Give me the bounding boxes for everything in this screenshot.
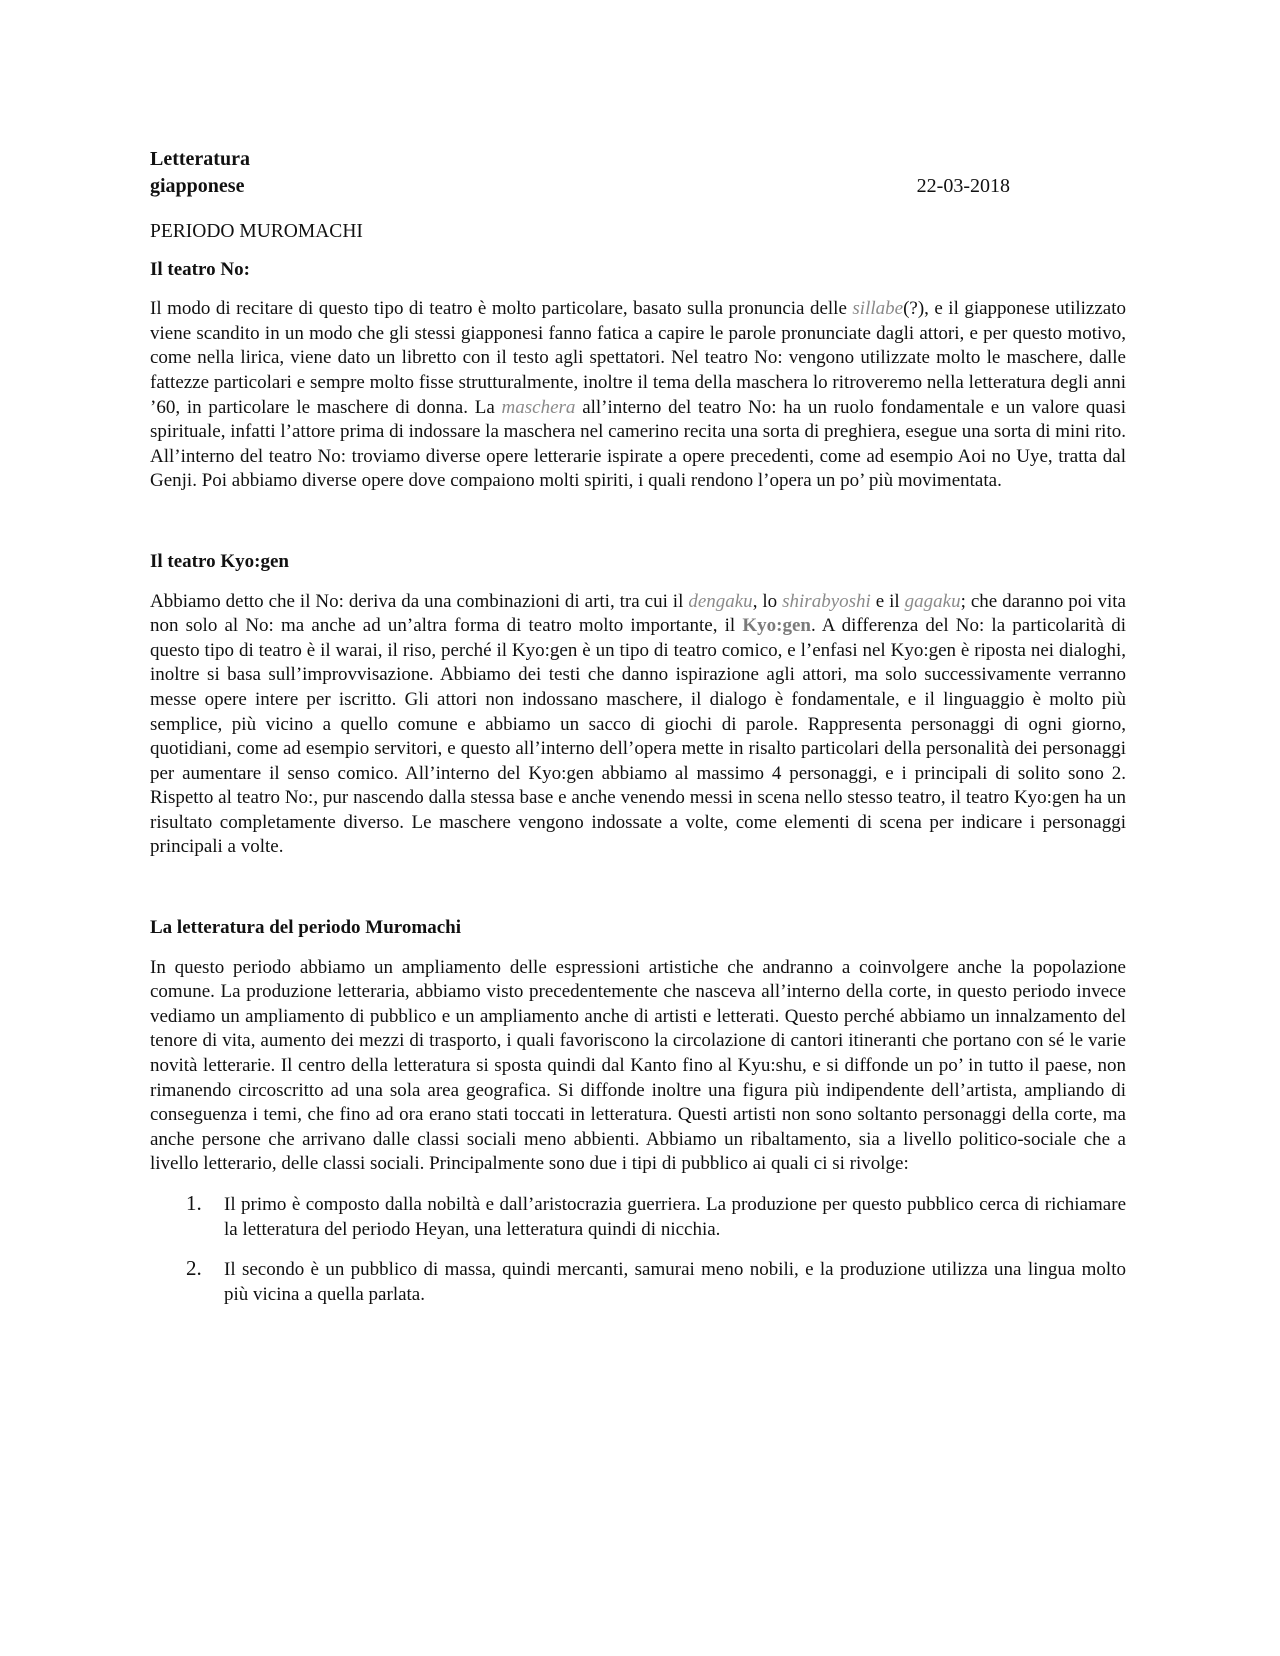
section-title-kyogen: Il teatro Kyo:gen xyxy=(150,550,289,572)
audience-list xyxy=(150,1193,1126,1307)
highlighted-term-gagaku: gagaku xyxy=(904,590,961,612)
text-run: all’interno del teatro No: ha un ruolo fondamentale e un valore quasi spirituale, infatti l’attore prima di indossare la maschera nel camerino recita una sorta di preghiera, esegue una sorta di mini rito. All’interno del teatro No: troviamo diverse opere letterarie ispirate a opere precedenti, come ad esempio Aoi no Uye, tratta dal Genji. Poi abbiamo diverse opere dove compaiono molti spiriti, i quali rendono l’opera un po’ più movimentata. xyxy=(150,396,1127,492)
list-item xyxy=(150,1258,1126,1307)
text-run: Il modo di recitare di questo tipo di teatro è molto particolare, basato sulla pronuncia delle xyxy=(150,298,853,320)
highlighted-term-maschera: maschera xyxy=(501,396,576,418)
section-paragraph-no-theatre xyxy=(150,297,1126,494)
highlighted-term-dengaku: dengaku xyxy=(688,590,753,612)
course-title-line2: giapponese xyxy=(150,175,245,197)
course-title xyxy=(150,146,1010,200)
period-title: PERIODO MUROMACHI xyxy=(150,221,363,242)
text-run: Abbiamo detto che il No: deriva da una combinazioni di arti, tra cui il xyxy=(150,590,689,612)
text-run: (?), e il giapponese utilizzato viene scandito in un modo che gli stessi giapponesi fanno fatica a capire le parole pronunciate dagli attori, e per questo motivo, come nella lirica, viene dato un libretto con il testo agli spettatori. Nel teatro No: vengono utilizzate molto le maschere, dalle fattezze particolari e sempre molto fisse strutturalmente, inoltre il tema della maschera lo ritroveremo nella letteratura degli anni ’60, in particolare le maschere di donna. La xyxy=(150,298,1126,418)
highlighted-term-shirabyoshi: shirabyoshi xyxy=(782,590,871,612)
list-item-number: 1. xyxy=(186,1191,202,1215)
section-paragraph-kyogen xyxy=(150,590,1126,861)
text-run: e il xyxy=(870,590,905,612)
list-item xyxy=(150,1193,1126,1242)
text-run: . A differenza del No: la particolarità di questo tipo di teatro è il warai, il riso, perché il Kyo:gen è un tipo di teatro comico, e l’enfasi nel Kyo:gen è riposta nei dialoghi, inoltre si basa sull’improvvisazione. Abbiamo dei testi che danno ispirazione agli attori, ma solo successivamente verranno messe opere intere per iscritto. Gli attori non indossano maschere, il dialogo è fondamentale, e il linguaggio è molto più semplice, più vicino a quello comune e abbiamo un sacco di giochi di parole. Rappresenta personaggi di ogni giorno, quotidiani, come ad esempio servitori, e questo all’interno dell’opera mette in risalto particolari della personalità dei personaggi per aumentare il senso comico. All’interno del Kyo:gen abbiamo al massimo 4 personaggi, e i principali di solito sono 2. Rispetto al teatro No:, pur nascendo dalla stessa base e anche venendo messi in scena nello stesso teatro, il teatro Kyo:gen ha un risultato completamente diverso. Le maschere vengono indossate a volte, come elementi di scena per indicare i personaggi principali a volte. xyxy=(150,615,1126,858)
section-title-muromachi-literature: La letteratura del periodo Muromachi xyxy=(150,917,461,939)
course-title-line1: Letteratura xyxy=(150,148,250,170)
list-item-text: Il primo è composto dalla nobiltà e dall’aristocrazia guerriera. La produzione per questo pubblico cerca di richiamare la letteratura del periodo Heyan, una letteratura quindi di nicchia. xyxy=(224,1194,1126,1240)
highlighted-term-sillabe: sillabe xyxy=(852,298,904,320)
section-paragraph-muromachi-literature: In questo periodo abbiamo un ampliamento delle espressioni artistiche che andranno a coinvolgere anche la popolazione comune. La produzione letteraria, abbiamo visto precedentemente che nasceva all’interno della corte, in questo periodo invece vediamo un ampliamento di pubblico e un ampliamento anche di artisti e letterati. Questo perché abbiamo un innalzamento del tenore di vita, aumento dei mezzi di trasporto, i quali favoriscono la circolazione di cantori itineranti che portano con sé le varie novità letterarie. Il centro della letteratura si sposta quindi dal Kanto fino al Kyu:shu, e si diffonde un po’ in tutto il paese, non rimanendo circoscritto ad una sola area geografica. Si diffonde inoltre una figura più indipendente dell’artista, ampliando di conseguenza i temi, che fino ad ora erano stati toccati in letteratura. Questi artisti non sono soltanto personaggi della corte, ma anche persone che arrivano dalle classi sociali meno abbienti. Abbiamo un ribaltamento, sia a livello politico-sociale che a livello letterario, delle classi sociali. Principalmente sono due i tipi di pubblico ai quali ci si rivolge: xyxy=(150,956,1126,1175)
list-item-number: 2. xyxy=(186,1256,202,1281)
page-header xyxy=(150,146,1010,200)
text-run: , lo xyxy=(752,590,783,612)
highlighted-term-kyogen: Kyo:gen xyxy=(742,615,811,637)
section-title-no-theatre: Il teatro No: xyxy=(150,258,250,280)
document-body xyxy=(150,220,1126,1323)
text-run: ; che daranno poi vita non solo al No: ma anche ad un’altra forma di teatro molto importante, il xyxy=(150,590,1126,637)
lecture-date: 22-03-2018 xyxy=(916,175,1010,197)
list-item-text: Il secondo è un pubblico di massa, quindi mercanti, samurai meno nobili, e la produzione utilizza una lingua molto più vicina a quella parlata. xyxy=(224,1259,1126,1305)
